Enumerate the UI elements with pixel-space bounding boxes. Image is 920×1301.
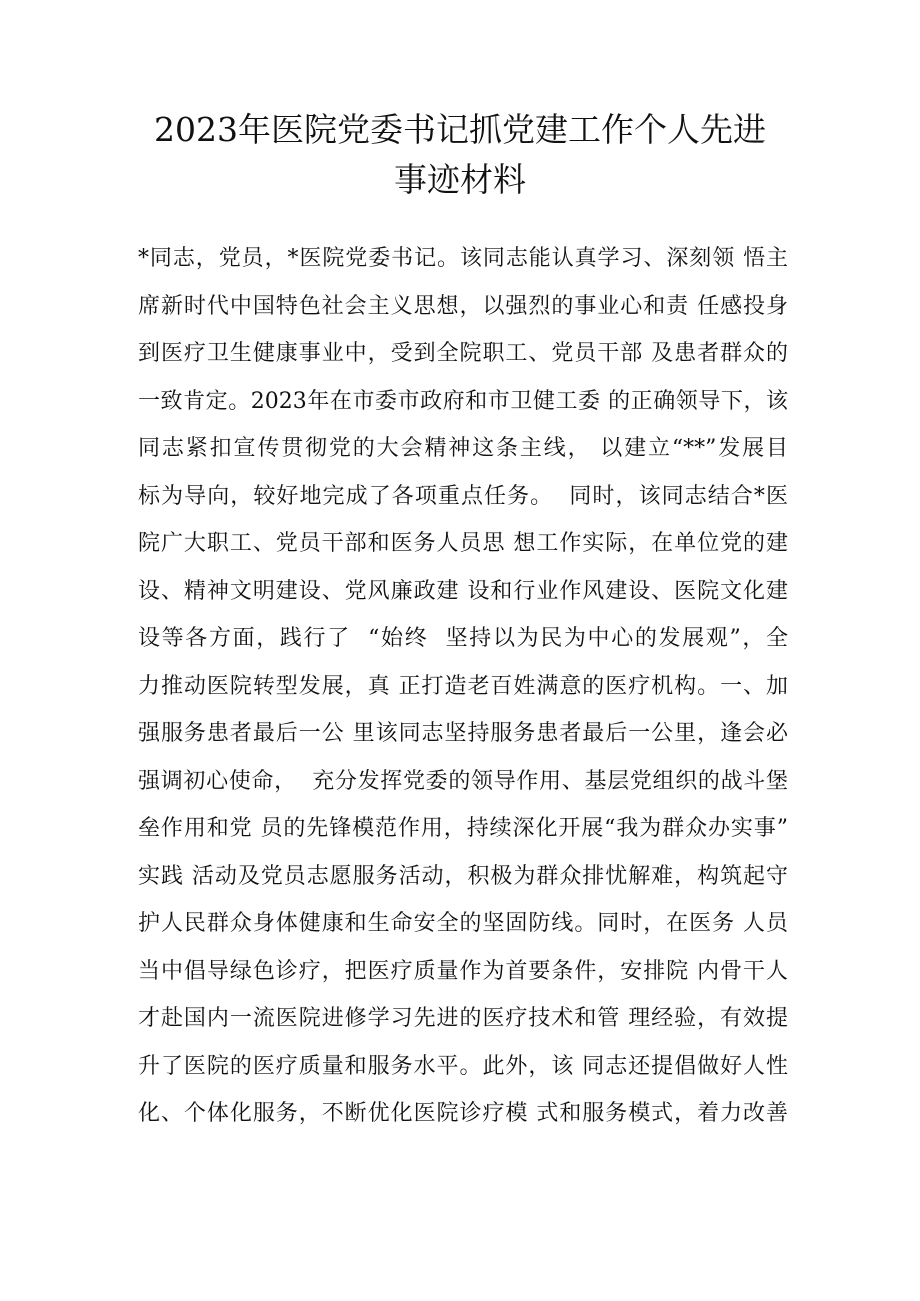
body-line: 才赴国内一流医院进修学习先进的医疗技术和管 理经验，有效提	[138, 1006, 788, 1031]
body-line: 当中倡导绿色诊疗，把医疗质量作为首要条件，安排院 内骨干人	[138, 958, 788, 984]
body-line: 垒作用和党 员的先锋模范作用，持续深化开展“我为群众办实事”	[138, 816, 788, 841]
body-line: *同志，党员，*医院党委书记。该同志能认真学习、深刻领 悟主	[138, 246, 788, 271]
body-line: 同志紧扣宣传贯彻党的大会精神这条主线， 以建立“**”发展目	[138, 436, 788, 461]
body-line: 席新时代中国特色社会主义思想，以强烈的事业心和责 任感投身	[138, 293, 788, 319]
body-line: 力推动医院转型发展，真 正打造老百姓满意的医疗机构。一、加	[138, 673, 788, 699]
body-line: 设、精神文明建设、党风廉政建 设和行业作风建设、医院文化建	[138, 578, 788, 604]
body-line: 一致肯定。2023年在市委市政府和市卫健工委 的正确领导下，该	[138, 388, 788, 414]
body-line: 到医疗卫生健康事业中，受到全院职工、党员干部 及患者群众的	[138, 341, 788, 366]
body-line: 强服务患者最后一公 里该同志坚持服务患者最后一公里，逢会必	[138, 721, 788, 746]
body-line: 实践 活动及党员志愿服务活动，积极为群众排忧解难，构筑起守	[138, 863, 788, 889]
document-title-line-1: 2023年医院党委书记抓党建工作个人先进	[154, 110, 766, 149]
body-line: 化、个体化服务，不断优化医院诊疗模 式和服务模式，着力改善	[138, 1101, 788, 1126]
body-line: 护人民群众身体健康和生命安全的坚固防线。同时，在医务 人员	[138, 911, 788, 936]
body-line: 标为导向，较好地完成了各项重点任务。 同时，该同志结合*医	[138, 483, 788, 509]
document-body	[138, 235, 788, 1138]
body-line: 升了医院的医疗质量和服务水平。此外，该 同志还提倡做好人性	[138, 1053, 788, 1079]
document-title-line-2: 事迹材料	[394, 160, 526, 199]
body-line: 强调初心使命， 充分发挥党委的领导作用、基层党组织的战斗堡	[138, 768, 788, 794]
body-line: 设等各方面，践行了 “始终 坚持以为民为中心的发展观”，全	[138, 626, 788, 651]
body-line: 院广大职工、党员干部和医务人员思 想工作实际，在单位党的建	[138, 531, 788, 556]
